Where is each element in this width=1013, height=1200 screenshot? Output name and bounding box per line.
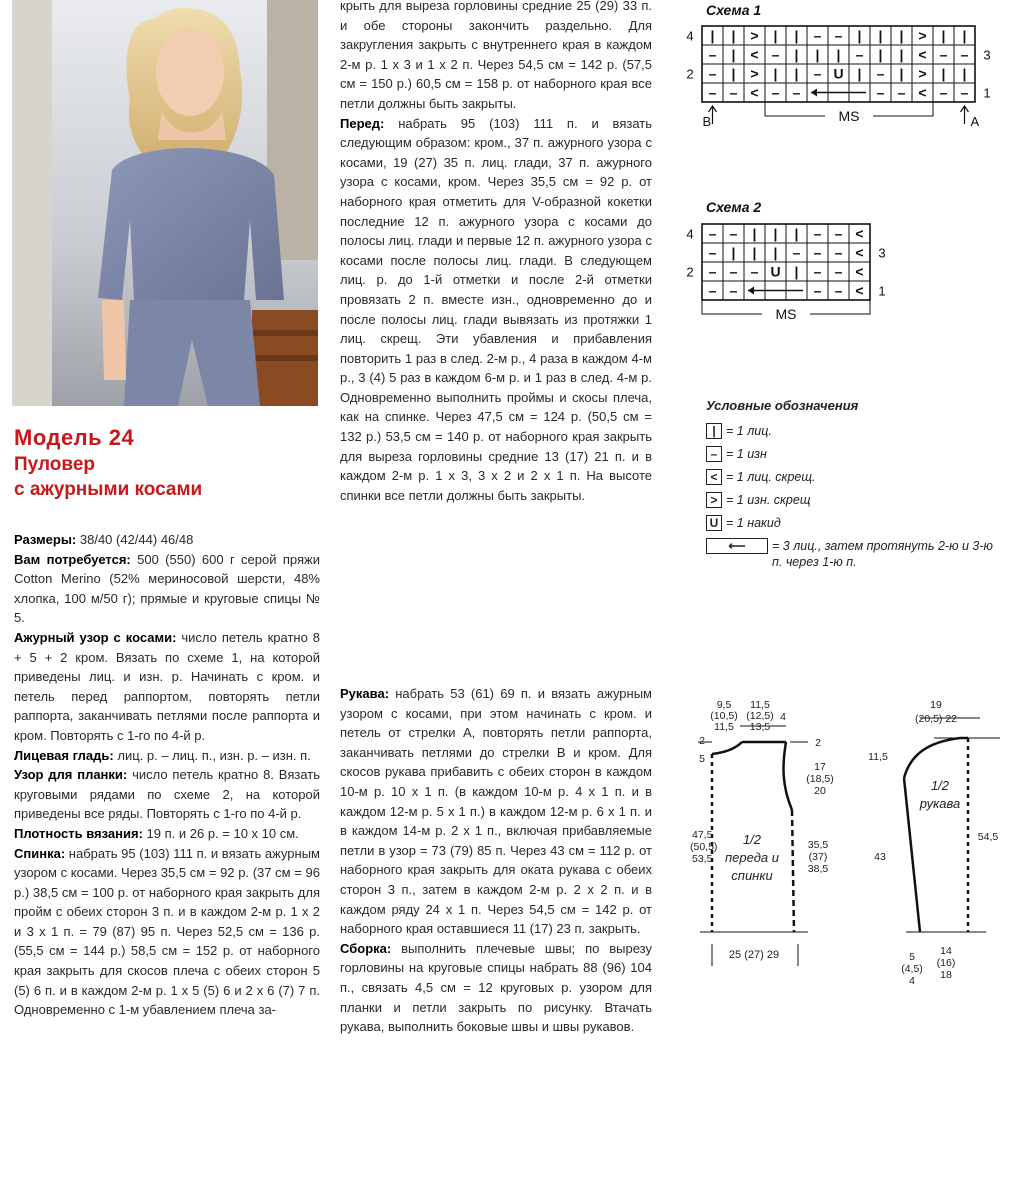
body-armhole-2: (18,5) [806, 773, 834, 785]
legend [706, 398, 996, 592]
scheme1-stitch-symbol: | [836, 46, 841, 63]
scheme2-stitch-symbol: – [708, 263, 717, 280]
body-side-1: 35,5 [807, 839, 829, 851]
scheme1-stitch-symbol: | [857, 65, 862, 82]
legend-symbol: | [706, 423, 722, 439]
body-top-right: 4 [780, 711, 786, 723]
instructions-column-2 [340, 0, 652, 505]
scheme2-stitch-symbol: – [813, 263, 822, 280]
body-neck-right: 2 [815, 737, 821, 749]
sleeve-bottom-3: 18 [940, 969, 952, 981]
paragraph [340, 0, 652, 114]
sleeve-length: 54,5 [977, 831, 999, 843]
scheme2-stitch-symbol: < [855, 282, 864, 299]
scheme2-stitch-symbol: | [752, 244, 757, 261]
scheme1-ms-bracket-left [765, 102, 825, 116]
scheme1-arrow-a-label: A [970, 114, 980, 129]
title-line-2: с ажурными косами [14, 479, 203, 500]
scheme2-stitch-symbol: – [729, 263, 738, 280]
paragraph-label: Вам потребуется: [14, 551, 131, 567]
sleeve-label-2: рукава [919, 796, 961, 811]
sleeve-underarm [904, 778, 920, 932]
scheme1-stitch-symbol: < [750, 46, 759, 63]
legend-symbol: ⟵ [706, 538, 768, 554]
scheme1-stitch-symbol: | [857, 27, 862, 44]
paragraph-label: Лицевая гладь: [14, 747, 114, 763]
scheme1-stitch-symbol: > [918, 65, 927, 82]
scheme1-stitch-symbol: U [833, 65, 844, 82]
scheme1-stitch-symbol: – [939, 84, 948, 101]
scheme-1-title: Схема 1 [706, 2, 762, 18]
sleeve-bottom-1: 14 [940, 945, 952, 957]
scheme2-stitch-symbol: | [752, 225, 757, 242]
scheme1-stitch-symbol: > [918, 27, 927, 44]
body-top-left-1: 9,5 [716, 699, 732, 711]
scheme1-stitch-symbol: | [941, 27, 946, 44]
body-neckline [712, 742, 742, 754]
body-height-3: 53,5 [692, 853, 713, 865]
scheme1-stitch-symbol: | [962, 65, 967, 82]
scheme2-stitch-symbol: | [794, 225, 799, 242]
scheme2-stitch-symbol: – [813, 244, 822, 261]
legend-text: = 1 лиц. скрещ. [726, 470, 816, 484]
model-number: Модель 24 [14, 425, 135, 450]
paragraph-label: Узор для планки: [14, 767, 128, 783]
legend-symbol: > [706, 492, 722, 508]
body-top-mid-3: 13,5 [749, 721, 771, 733]
scheme-2-title: Схема 2 [706, 199, 762, 215]
paragraph [14, 628, 320, 746]
legend-item [706, 492, 996, 515]
scheme1-stitch-symbol: < [750, 84, 759, 101]
paragraph-text: число петель кратно 8. Вязать круговыми рядами по схеме 2, на которой приведены все ряды. Повторять с 1-го по 4-й р. [14, 767, 320, 822]
body-width: 25 (27) 29 [728, 949, 780, 961]
scheme1-stitch-symbol: – [708, 65, 717, 82]
scheme1-row-number-left: 2 [686, 66, 694, 82]
scheme1-stitch-symbol: – [855, 46, 864, 63]
legend-text: = 1 изн. скрещ [726, 493, 811, 507]
scheme2-stitch-symbol: – [708, 225, 717, 242]
body-side [792, 810, 794, 932]
paragraph-text: набрать 95 (103) 111 п. и вязать ажурным узором с косами. Через 35,5 см = 92 р. (37 см = 96 р.) 38,5 см = 100 р. от наборного края закрыть для пройм с обеих сторон 3 п. и в каждом 2-м р. 1 х 2 и 3 х 1 п. = 79 (87) 95 п. Через 52,5 см = 136 р. (55,5 см = 144 р.) 58,5 см = 152 р. от наборного края закрыть для скосов плеча с обеих сторон 5 (5) 6 п. и в каждом 2-м р. 1 х 5 (5) 6 и 2 х 6 (7) 7 п. Одновременно с 1-м убавлением плеча за- [14, 845, 320, 1018]
scheme1-stitch-symbol: | [899, 27, 904, 44]
scheme-1-chart [672, 18, 1002, 148]
paragraph-text: выполнить плечевые швы; по вырезу горловины на круговые спицы набрать 88 (96) 104 п., связать 4,5 см = 12 круговых р. узором для планки и петли закрыть по рисунку. Втачать рукава, выполнить боковые швы и швы рукавов. [340, 940, 652, 1035]
scheme1-stitch-symbol: | [794, 46, 799, 63]
body-armhole-1: 17 [814, 761, 826, 773]
legend-text: = 1 лиц. [726, 424, 772, 438]
sleeve-lower: 43 [874, 851, 886, 863]
sleeve-top-1: 19 [930, 699, 942, 711]
sleeve-cuff-3: 4 [909, 975, 915, 987]
paragraph-text: лиц. р. – лиц. п., изн. р. – изн. п. [117, 747, 311, 763]
scheme2-stitch-symbol: – [813, 282, 822, 299]
scheme1-stitch-symbol: – [729, 84, 738, 101]
scheme1-stitch-symbol: | [962, 27, 967, 44]
body-neck-left-1: 2 [699, 735, 705, 747]
scheme2-stitch-symbol: – [792, 244, 801, 261]
scheme1-row-number-left: 4 [686, 28, 694, 44]
legend-item [706, 515, 996, 538]
scheme1-stitch-symbol: – [939, 46, 948, 63]
paragraph-text: число петель кратно 8 + 5 + 2 кром. Вязать по схеме 1, на которой приведены лиц. и изн. р. Начинать с кром. и петель перед раппортом, повторять петли раппорта, заканчивать петлями после раппорта и кром. Повторять с 1-го по 4-й р. [14, 629, 321, 743]
scheme2-stitch-symbol: – [813, 225, 822, 242]
paragraph-text: набрать 95 (103) 111 п. и вязать следующим образом: кром., 37 п. ажурного узора с косами, 19 (27) 35 п. лиц. глади, 37 п. ажурного узора с косами, кром. Через 35,5 см = 92 р. от наборного края отметить для V-образной кокетки последние 12 п. ажурного узора с косами до полосы лиц. глади и первые 12 п. ажурного узора с косами после полосы лиц. глади. В следующем лиц. р. до 1-й отметки и после 2-й отметки провязать 2 п. вместе изн., одновременно до и после полосы лиц. глади вывязать из протяжки 1 лиц. скрещ. Эти убавления и прибавления повторить 1 раз в след. 2-м р., 4 раза в каждом 4-м р., 3 (4) 5 раз в каждом 6-м р. и 1 раз в след. 4-м р. Одновременно выполнить проймы и скосы плеча, как на спинке. Через 47,5 см = 124 р. (50,5 см = 132 р.) 53,5 см = 140 р. от наборного края закрыть для выреза горловины средние 13 (17) 21 п. и в каждом 2-м р. 1 х 3, 3 х 2 и 2 х 1 п. На высоте спинки все петли должны быть закрыты. [340, 115, 652, 503]
body-top-left-2: (10,5) [710, 710, 738, 722]
legend-item [706, 423, 996, 446]
legend-item [706, 446, 996, 469]
body-side-2: (37) [808, 851, 828, 863]
legend-text: = 1 накид [726, 516, 781, 530]
paragraph [14, 844, 320, 1020]
sleeve-cuff-1: 5 [909, 951, 915, 963]
scheme1-stitch-symbol: | [899, 46, 904, 63]
scheme1-arrow-a [961, 106, 969, 124]
scheme1-stitch-symbol: < [918, 46, 927, 63]
sleeve-pattern [904, 738, 968, 932]
paragraph [14, 530, 320, 550]
paragraph-text: крыть для выреза горловины средние 25 (29) 33 п. и обе стороны закончить раздельно. Для закругления закрыть с внутреннего края в каждом 2-м р. 1 х 3 и 1 х 2 п. Через 54,5 см = 142 р. (57,5 см = 150 р.) 60,5 см = 158 р. от наборного края все петли должны быть закрыты. [340, 0, 652, 111]
body-label-1: 1/2 [742, 832, 762, 847]
scheme1-stitch-symbol: | [899, 65, 904, 82]
scheme1-stitch-symbol: – [813, 27, 822, 44]
sleeve-label-1: 1/2 [930, 778, 950, 793]
scheme2-stitch-symbol: < [855, 263, 864, 280]
legend-text: = 3 лиц., затем протянуть 2-ю и 3-ю п. через 1-ю п. [772, 539, 993, 569]
model-photo [12, 0, 318, 406]
paragraph-label: Спинка: [14, 845, 66, 861]
paragraph-label: Размеры: [14, 532, 77, 547]
scheme1-ms-label: MS [838, 108, 860, 124]
scheme1-stitch-symbol: – [876, 65, 885, 82]
scheme1-stitch-symbol: – [876, 84, 885, 101]
body-height-1: 47,5 [692, 829, 713, 841]
scheme2-stitch-symbol: – [834, 225, 843, 242]
scheme2-stitch-symbol: – [834, 263, 843, 280]
scheme2-ms-label: MS [775, 306, 797, 322]
sleeve-cap [904, 738, 960, 778]
scheme1-stitch-symbol: | [731, 46, 736, 63]
scheme2-stitch-symbol: – [834, 282, 843, 299]
scheme2-stitch-symbol: – [729, 225, 738, 242]
scheme1-stitch-symbol: – [834, 27, 843, 44]
scheme2-stitch-symbol: – [708, 244, 717, 261]
pattern-diagrams [690, 686, 1010, 996]
legend-symbol: U [706, 515, 722, 531]
scheme1-stitch-symbol: | [794, 27, 799, 44]
body-height-2: (50,5) [690, 841, 718, 853]
paragraph [14, 746, 320, 766]
scheme2-row-number-left: 4 [686, 226, 694, 242]
scheme1-ms-bracket-right [873, 102, 933, 116]
sleeve-cap-height: 11,5 [868, 751, 888, 763]
scheme1-stitch-symbol: | [731, 27, 736, 44]
scheme1-stitch-symbol: – [708, 46, 717, 63]
paragraph-text: 500 (550) 600 г серой пряжи Cotton Merino (52% мериносовой шерсти, 48% хлопка, 100 м/50 г); прямые и круговые спицы № 5. [14, 551, 320, 626]
body-side-3: 38,5 [807, 863, 829, 875]
paragraph-label: Перед: [340, 115, 385, 131]
paragraph-label: Плотность вязания: [14, 825, 143, 841]
sleeve-top-2: (20,5) 22 [914, 713, 958, 725]
body-label-3: спинки [731, 868, 773, 883]
paragraph [14, 824, 320, 844]
scheme1-stitch-symbol: | [878, 27, 883, 44]
paragraph-label: Рукава: [340, 686, 390, 701]
scheme2-stitch-symbol: | [773, 225, 778, 242]
paragraph [340, 939, 652, 1037]
body-neck-left-2: 5 [699, 753, 705, 765]
scheme1-stitch-symbol: < [918, 84, 927, 101]
paragraph [14, 765, 320, 824]
instructions-column-1 [14, 530, 320, 1020]
paragraph [14, 550, 320, 628]
scheme2-ms-bracket-left [702, 300, 762, 314]
paragraph-text: 38/40 (42/44) 46/48 [79, 532, 194, 547]
scheme1-stitch-symbol: | [731, 65, 736, 82]
scheme1-stitch-symbol: – [960, 84, 969, 101]
scheme1-stitch-symbol: > [750, 65, 759, 82]
sleeve-cuff-2: (4,5) [901, 963, 923, 975]
paragraph-label: Сборка: [340, 940, 392, 956]
scheme2-stitch-symbol: | [794, 263, 799, 280]
body-top-left-3: 11,5 [714, 721, 734, 733]
scheme1-stitch-symbol: – [897, 84, 906, 101]
body-top-mid-2: (12,5) [746, 710, 774, 722]
scheme2-stitch-symbol: U [770, 263, 781, 280]
paragraph [340, 684, 652, 939]
scheme2-stitch-symbol: < [855, 225, 864, 242]
scheme1-stitch-symbol: | [773, 65, 778, 82]
scheme-2-chart [672, 216, 912, 346]
legend-item [706, 469, 996, 492]
scheme1-stitch-symbol: – [792, 84, 801, 101]
scheme1-stitch-symbol: | [815, 46, 820, 63]
scheme1-arrow-b-label: B [702, 114, 712, 129]
scheme1-stitch-symbol: – [771, 46, 780, 63]
scheme2-ms-bracket-right [810, 300, 870, 314]
scheme1-row-number-right: 1 [983, 85, 991, 101]
legend-symbol: – [706, 446, 722, 462]
scheme1-stitch-symbol: > [750, 27, 759, 44]
paragraph [340, 114, 652, 506]
body-label-2: переда и [725, 850, 779, 865]
scheme2-row-number-right: 1 [878, 283, 886, 299]
scheme2-row-number-right: 3 [878, 245, 886, 261]
scheme2-stitch-symbol: < [855, 244, 864, 261]
scheme2-stitch-symbol: – [834, 244, 843, 261]
paragraph-text: набрать 53 (61) 69 п. и вязать ажурным узором с косами, при этом начинать с кром. и петель от стрелки А, повторять петли раппорта, заканчивать петлями до стрелки В и кром. Для скосов рукава прибавить с обеих сторон в каждом 10-м р. 10 х 1 п. (в каждом 10-м р. 4 х 1 п. и в каждом 12-м р. 5 х 1 п.) в каждом 12-м р. 6 х 1 п. и в каждом 14-м р. 2 х 1 п., включая прибавляемые петли в узор = 73 (79) 85 п. Через 43 см = 112 р. от наборного края закрыть для оката рукава с обеих сторон 3 п., затем в каждом 2-м р. 2 х 2 п. и в каждом ряду 24 х 1 п. Через 54,5 см = 142 р. от наборного края оставшиеся 11 (17) 23 п. закрыть. [340, 686, 652, 937]
body-armhole [784, 742, 792, 810]
body-armhole-3: 20 [814, 785, 826, 797]
title-line-1: Пуловер [14, 454, 96, 475]
legend-symbol: < [706, 469, 722, 485]
scheme1-stitch-symbol: | [773, 27, 778, 44]
sleeve-bottom-2: (16) [936, 957, 956, 969]
scheme1-stitch-symbol: – [708, 84, 717, 101]
scheme1-stitch-symbol: – [813, 65, 822, 82]
legend-item [706, 538, 996, 592]
article-heading [14, 424, 314, 502]
paragraph-text: 19 п. и 26 р. = 10 х 10 см. [146, 825, 299, 841]
scheme1-row-number-right: 3 [983, 47, 991, 63]
scheme1-stitch-symbol: | [794, 65, 799, 82]
scheme1-stitch-symbol: – [771, 84, 780, 101]
scheme1-stitch-symbol: | [941, 65, 946, 82]
scheme2-stitch-symbol: | [773, 244, 778, 261]
scheme1-stitch-symbol: – [960, 46, 969, 63]
scheme2-row-number-left: 2 [686, 264, 694, 280]
body-top-mid-1: 11,5 [750, 699, 770, 711]
scheme2-stitch-symbol: – [729, 282, 738, 299]
scheme2-stitch-symbol: – [708, 282, 717, 299]
legend-title: Условные обозначения [706, 398, 859, 413]
scheme2-stitch-symbol: | [731, 244, 736, 261]
instructions-column-2-lower [340, 684, 652, 1037]
legend-text: = 1 изн [726, 447, 767, 461]
scheme1-stitch-symbol: | [878, 46, 883, 63]
scheme2-stitch-symbol: – [750, 263, 759, 280]
paragraph-label: Ажурный узор с косами: [14, 629, 177, 645]
scheme1-stitch-symbol: | [710, 27, 715, 44]
